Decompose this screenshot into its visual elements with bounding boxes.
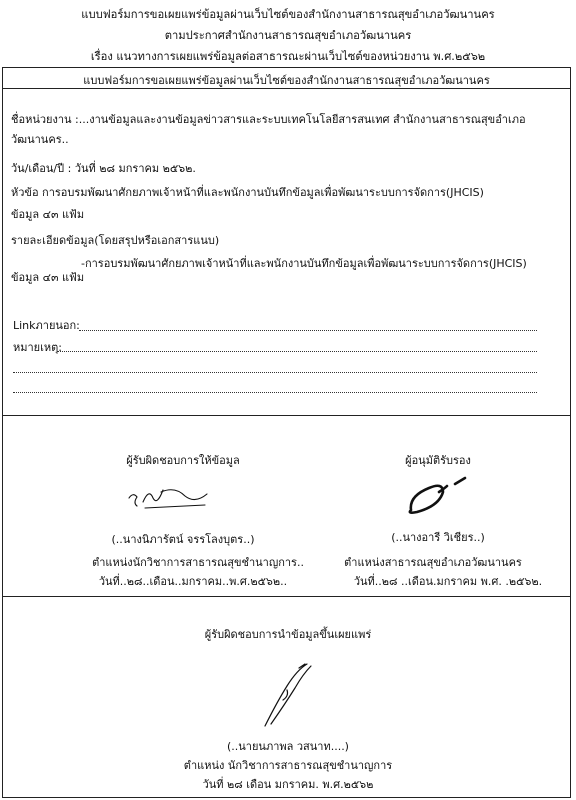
- note-label: หมายเหตุ:: [13, 341, 62, 354]
- header-line-1: แบบฟอร์มการขอเผยแพร่ข้อมูลผ่านเว็บไซต์ของสำนักงานสาธารณสุขอำเภอวัฒนานคร: [81, 8, 495, 21]
- provider-name: (..นางนิภารัตน์ จรรโลงบุตร..): [111, 533, 255, 546]
- note-field-line-2[interactable]: [13, 372, 537, 373]
- subject-count: ข้อมูล ๔๓ แฟ้ม: [11, 208, 85, 221]
- approver-date: วันที่..๒๘ ..เดือน.มกราคม พ.ศ. .๒๕๖๒.: [353, 575, 543, 588]
- subject-line: หัวข้อ การอบรมพัฒนาศักยภาพเจ้าหน้าที่และพนักงานบันทึกข้อมูลเพื่อพัฒนาระบบการจัดการ(JHCIS): [11, 186, 484, 199]
- external-link-field[interactable]: [79, 330, 537, 331]
- details-text: -การอบรมพัฒนาศักยภาพเจ้าหน้าที่และพนักงานบันทึกข้อมูลเพื่อพัฒนาระบบการจัดการ(JHCIS): [81, 257, 527, 270]
- provider-date: วันที่..๒๘..เดือน..มกราคม..พ.ศ.๒๕๖๒..: [98, 575, 288, 588]
- header-line-2: ตามประกาศสำนักงานสาธารณสุขอำเภอวัฒนานคร: [164, 29, 412, 42]
- agency-line-2: วัฒนานคร..: [11, 133, 69, 146]
- note-field-line-3[interactable]: [13, 392, 537, 393]
- section-divider-2: [3, 596, 570, 597]
- details-count: ข้อมูล ๔๓ แฟ้ม: [11, 271, 85, 284]
- form-box-title: แบบฟอร์มการขอเผยแพร่ข้อมูลผ่านเว็บไซต์ของสำนักงานสาธารณสุขอำเภอวัฒนานคร: [83, 74, 490, 87]
- title-divider: [3, 88, 570, 89]
- external-link-label: Linkภายนอก:: [13, 319, 80, 332]
- section-divider-1: [3, 415, 570, 416]
- provider-signature: [123, 482, 233, 512]
- date-line: วัน/เดือน/ปี : วันที่ ๒๘ มกราคม ๒๕๖๒.: [11, 162, 196, 175]
- note-field-line-1[interactable]: [57, 351, 537, 352]
- approver-heading: ผู้อนุมัติรับรอง: [405, 454, 471, 467]
- agency-line-1: ชื่อหน่วยงาน :...งานข้อมูลและงานข้อมูลข่าวสารและระบบเทคโนโลยีสารสนเทศ สำนักงานสาธารณสุขอำเภอ: [11, 113, 526, 126]
- publisher-signature: [261, 660, 321, 730]
- publisher-position: ตำแหน่ง นักวิชาการสาธารณสุขชำนาญการ: [183, 759, 393, 772]
- publisher-date: วันที่ ๒๘ เดือน มกราคม. พ.ศ.๒๕๖๒: [202, 778, 374, 791]
- header-line-3: เรื่อง แนวทางการเผยแพร่ข้อมูลต่อสาธารณะผ่านเว็บไซต์ของหน่วยงาน พ.ศ.๒๕๖๒: [90, 50, 486, 63]
- publisher-name: (..นายนภาพล วสนาท....): [227, 740, 349, 753]
- provider-heading: ผู้รับผิดชอบการให้ข้อมูล: [126, 454, 240, 467]
- publisher-heading: ผู้รับผิดชอบการนำข้อมูลขึ้นเผยแพร่: [204, 628, 372, 641]
- form-frame: [2, 67, 571, 798]
- provider-position: ตำแหน่งนักวิชาการสาธารณสุขชำนาญการ..: [92, 556, 304, 569]
- approver-signature: [405, 476, 485, 516]
- approver-position: ตำแหน่งสาธารณสุขอำเภอวัฒนานคร: [344, 556, 522, 569]
- details-label: รายละเอียดข้อมูล(โดยสรุปหรือเอกสารแนบ): [11, 234, 220, 247]
- approver-name: (..นางอารี วิเชียร..): [391, 531, 485, 544]
